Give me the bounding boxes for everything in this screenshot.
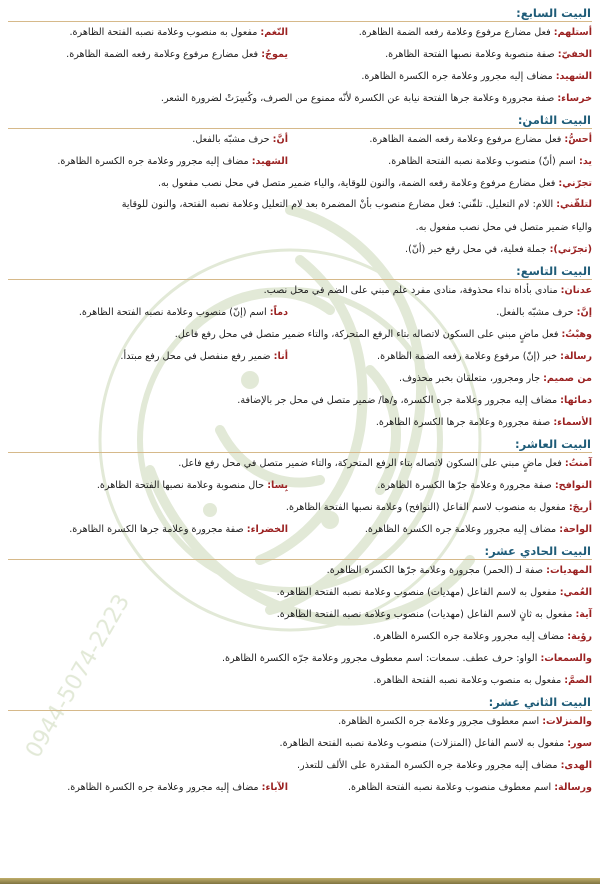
parsing-entry (8, 151, 288, 173)
parsing-entry (8, 670, 592, 692)
parsing-row (8, 22, 592, 44)
parsing-explanation: فعل مضارع مرفوع وعلامة رفعه الضمة، والنون للوقاية، والياء ضمير متصل في محل نصب مفعول به. (157, 178, 556, 189)
parsing-row (8, 777, 592, 799)
parsing-explanation: اسم (إنّ) منصوب وعلامة نصبه الفتحة الظاهرة. (78, 307, 267, 318)
parsing-entry (8, 777, 288, 799)
parsing-explanation: صفة مجرورة وعلامة جرها الكسرة الظاهرة. (375, 417, 551, 428)
parsing-entry (8, 475, 288, 497)
parsed-word: الآباء: (261, 782, 288, 793)
parsing-entry (8, 604, 592, 626)
parsing-explanation: فعل ماضٍ مبني على السكون لاتصاله بتاء الرفع المتحركة، والتاء ضمير متصل في محل رفع فاعل. (178, 458, 562, 469)
parsing-entry (8, 519, 288, 541)
parsed-word: الأسماء: (553, 417, 592, 428)
parsing-entry (292, 346, 592, 368)
parsed-word: أنا: (273, 351, 288, 362)
parsing-entry (292, 302, 592, 324)
parsing-explanation: صفة مجرورة وعلامة جرها الفتحة نيابة عن الكسرة لأنّه ممنوع من الصرف، وكُسِرَتْ لضرورة الشعر. (160, 93, 555, 104)
parsing-entry (8, 733, 592, 755)
parsing-entry (292, 777, 592, 799)
parsing-explanation: مضاف إليه مجرور وعلامة جره الكسرة الظاهرة. (57, 156, 249, 167)
verse-heading: البيت الثامن: (8, 111, 592, 129)
parsed-word: والسمعات: (540, 653, 592, 664)
parsing-explanation: اسم معطوف منصوب وعلامة نصبه الفتحة الظاهرة. (348, 782, 552, 793)
parsing-explanation: فعل مضارع مرفوع وعلامة رفعه الضمة الظاهرة. (369, 134, 562, 145)
parsing-explanation: جملة فعلية، في محل رفع خبر (أنّ). (405, 244, 547, 255)
parsed-word: أحسُّ: (564, 134, 592, 145)
parsing-explanation: مضاف إليه مجرور وعلامة جره الكسرة الظاهرة. (372, 631, 565, 642)
parsing-entry (8, 173, 592, 195)
parsing-explanation: مفعول به لاسم الفاعل (المنزلات) منصوب وعلامة نصبه الفتحة الظاهرة. (279, 738, 565, 749)
svg-text:0944-5074-2223: 0944-5074-2223 (21, 590, 136, 763)
verse-heading: البيت الحادي عشر: (8, 542, 592, 560)
verse-section (8, 435, 592, 541)
parsing-row (8, 711, 592, 733)
parsing-row (8, 324, 592, 346)
parsed-word: النّغم: (260, 27, 288, 38)
parsing-entry (8, 129, 288, 151)
parsed-word: النوافح: (554, 480, 592, 491)
parsing-explanation: جار ومجرور، متعلقان بخبر محذوف. (399, 373, 541, 384)
parsed-word: الشهيد: (555, 71, 592, 82)
parsed-word: من صميم: (543, 373, 592, 384)
parsing-explanation: مضاف إليه مجرور وعلامة جره الكسرة، و/ها/ ضمير متصل في محل جر بالإضافة. (237, 395, 558, 406)
parsed-word: بِسا: (267, 480, 288, 491)
parsed-word: والمنزلات: (542, 716, 592, 727)
parsed-word: يد: (579, 156, 592, 167)
parsed-word: أنَّ: (272, 134, 288, 145)
parsing-row (8, 195, 592, 217)
parsing-entry (8, 582, 592, 604)
parsing-row (8, 239, 592, 261)
parsing-entry (8, 755, 592, 777)
parsed-word: (تجرّني): (549, 244, 592, 255)
parsing-explanation: حرف مشبّه بالفعل. (192, 134, 270, 145)
parsing-entry (8, 217, 592, 239)
parsing-entry (8, 195, 592, 217)
parsing-explanation: اسم معطوف مجرور وعلامة جره الكسرة الظاهرة. (338, 716, 540, 727)
parsed-word: الواحة: (559, 524, 592, 535)
parsed-word: آمنتُ: (564, 458, 592, 469)
parsing-entry (8, 390, 592, 412)
parsing-row (8, 755, 592, 777)
parsing-row (8, 453, 592, 475)
parsing-explanation: مضاف إليه مجرور وعلامة جره الكسرة المقدرة على الألف للتعذر. (296, 760, 558, 771)
parsing-row (8, 648, 592, 670)
parsing-explanation: مضاف إليه مجرور وعلامة جره الكسرة الظاهرة. (361, 71, 553, 82)
parsed-word: سور: (567, 738, 592, 749)
parsing-explanation: حرف مشبّه بالفعل. (496, 307, 574, 318)
parsed-word: آية: (575, 609, 592, 620)
parsed-word: الهدى: (560, 760, 592, 771)
parsed-word: إنَّ: (576, 307, 592, 318)
parsing-entry (292, 475, 592, 497)
verse-heading: البيت السابع: (8, 4, 592, 22)
parsing-explanation: صفة لـ (الحمر) مجرورة وعلامة جرّها الكسرة الظاهرة. (326, 565, 544, 576)
parsed-word: رؤية: (567, 631, 592, 642)
parsed-word: المهديات: (546, 565, 592, 576)
parsing-row (8, 475, 592, 497)
parsed-word: أستلهم: (553, 27, 592, 38)
parsing-row (8, 66, 592, 88)
parsed-word: لتلقّني: (556, 199, 592, 210)
parsed-word: دماً: (269, 307, 288, 318)
parsed-word: دمائها: (560, 395, 592, 406)
parsed-word: يموجُ: (261, 49, 288, 60)
parsing-entry (8, 88, 592, 110)
parsing-explanation: منادى بأداة نداء محذوفة، منادى مفرد علم مبني على الضم في محل نصب. (263, 285, 558, 296)
parsing-row (8, 217, 592, 239)
parsed-word: رسالة: (560, 351, 592, 362)
parsing-row (8, 88, 592, 110)
parsing-explanation: صفة مجرورة وعلامة جرها الكسرة الظاهرة. (69, 524, 244, 535)
parsing-row (8, 626, 592, 648)
parsing-entry (8, 368, 592, 390)
parsing-entry (8, 648, 592, 670)
parsing-entry (292, 519, 592, 541)
parsed-word: وهبْتُ: (561, 329, 592, 340)
parsed-word: الصمَّ: (564, 675, 592, 686)
parsing-row (8, 173, 592, 195)
parsing-explanation: مفعول به لاسم الفاعل (مهديات) منصوب وعلامة نصبه الفتحة الظاهرة. (276, 587, 557, 598)
parsed-word: تجرّني: (558, 178, 592, 189)
parsing-entry (8, 280, 592, 302)
parsing-explanation: مفعول به منصوب وعلامة نصبه الفتحة الظاهرة. (373, 675, 562, 686)
verse-heading: البيت التاسع: (8, 262, 592, 280)
parsing-entry (292, 44, 592, 66)
parsing-entry (8, 239, 592, 261)
parsing-row (8, 604, 592, 626)
parsing-row (8, 497, 592, 519)
verse-heading: البيت العاشر: (8, 435, 592, 453)
parsing-entry (8, 44, 288, 66)
parsing-row (8, 129, 592, 151)
parsing-row (8, 280, 592, 302)
parsing-explanation: حال منصوبة وعلامة نصبها الفتحة الظاهرة. (96, 480, 265, 491)
parsing-entry (292, 129, 592, 151)
parsed-word: الشهيد: (251, 156, 288, 167)
parsing-explanation: صفة مجرورة وعلامة جرّها الكسرة الظاهرة. (377, 480, 552, 491)
parsing-row (8, 302, 592, 324)
parsing-entry (8, 66, 592, 88)
parsing-explanation: مفعول به منصوب وعلامة نصبه الفتحة الظاهرة. (69, 27, 258, 38)
parsed-word: ورسالة: (554, 782, 592, 793)
parsing-row (8, 44, 592, 66)
verse-heading: البيت الثاني عشر: (8, 693, 592, 711)
footer-bar (0, 878, 600, 884)
parsing-entry (8, 302, 288, 324)
parsing-entry (8, 711, 592, 733)
parsing-row (8, 733, 592, 755)
parsing-row (8, 346, 592, 368)
parsed-word: الخفيّ: (557, 49, 592, 60)
parsing-entry (8, 412, 592, 434)
parsing-explanation: ضمير رفع منفصل في محل رفع مبتدأ. (120, 351, 271, 362)
verse-section (8, 4, 592, 110)
parsing-explanation: اسم (أنّ) منصوب وعلامة نصبه الفتحة الظاهرة. (388, 156, 576, 167)
parsing-explanation: مفعول به ثانٍ لاسم الفاعل (مهديات) منصوب وعلامة نصبه الفتحة الظاهرة. (276, 609, 573, 620)
verse-section (8, 111, 592, 261)
parsing-explanation: مفعول به منصوب لاسم الفاعل (النوافح) وعلامة نصبها الفتحة الظاهرة. (285, 502, 566, 513)
parsed-word: خرساء: (557, 93, 592, 104)
parsing-explanation: صفة منصوبة وعلامة نصبها الفتحة الظاهرة. (385, 49, 555, 60)
verse-section (8, 693, 592, 799)
parsing-explanation: الواو: حرف عطف. سمعات: اسم معطوف مجرور وعلامة جرّه الكسرة الظاهرة. (221, 653, 538, 664)
parsing-entry (8, 22, 288, 44)
grammar-parsing-content (8, 4, 592, 799)
parsed-word: الخضراء: (246, 524, 288, 535)
parsing-explanation: خبر (إنّ) مرفوع وعلامة رفعه الضمة الظاهرة. (377, 351, 558, 362)
parsing-entry (292, 151, 592, 173)
parsing-row (8, 519, 592, 541)
parsing-row (8, 390, 592, 412)
parsing-row (8, 368, 592, 390)
parsing-entry (8, 560, 592, 582)
parsing-explanation: فعل مضارع مرفوع وعلامة رفعه الضمة الظاهرة. (66, 49, 259, 60)
parsing-entry (8, 346, 288, 368)
parsed-word: أريجَ: (568, 502, 592, 513)
verse-section (8, 262, 592, 434)
parsing-explanation: اللام: لام التعليل. تلقّني: فعل مضارع منصوب بأنْ المضمرة بعد لام التعليل وعلامة نصبه الفتحة، والنون للوقاية (121, 199, 554, 210)
parsing-explanation: مضاف إليه مجرور وعلامة جره الكسرة الظاهرة. (67, 782, 259, 793)
verse-section (8, 542, 592, 692)
parsing-row (8, 412, 592, 434)
parsing-row (8, 582, 592, 604)
parsing-explanation: والياء ضمير متصل في محل نصب مفعول به. (415, 222, 592, 233)
parsing-entry (8, 497, 592, 519)
parsing-explanation: مضاف إليه مجرور وعلامة جره الكسرة الظاهرة. (364, 524, 557, 535)
parsing-explanation: فعل ماضٍ مبني على السكون لاتصاله بتاء الرفع المتحركة، والتاء ضمير متصل في محل رفع فاعل. (174, 329, 559, 340)
parsing-row (8, 670, 592, 692)
parsing-explanation: فعل مضارع مرفوع وعلامة رفعه الضمة الظاهرة. (358, 27, 551, 38)
parsing-row (8, 151, 592, 173)
parsed-word: العُمي: (559, 587, 592, 598)
parsing-entry (8, 324, 592, 346)
parsing-row (8, 560, 592, 582)
parsed-word: عدنان: (560, 285, 592, 296)
parsing-entry (8, 453, 592, 475)
parsing-entry (292, 22, 592, 44)
parsing-entry (8, 626, 592, 648)
